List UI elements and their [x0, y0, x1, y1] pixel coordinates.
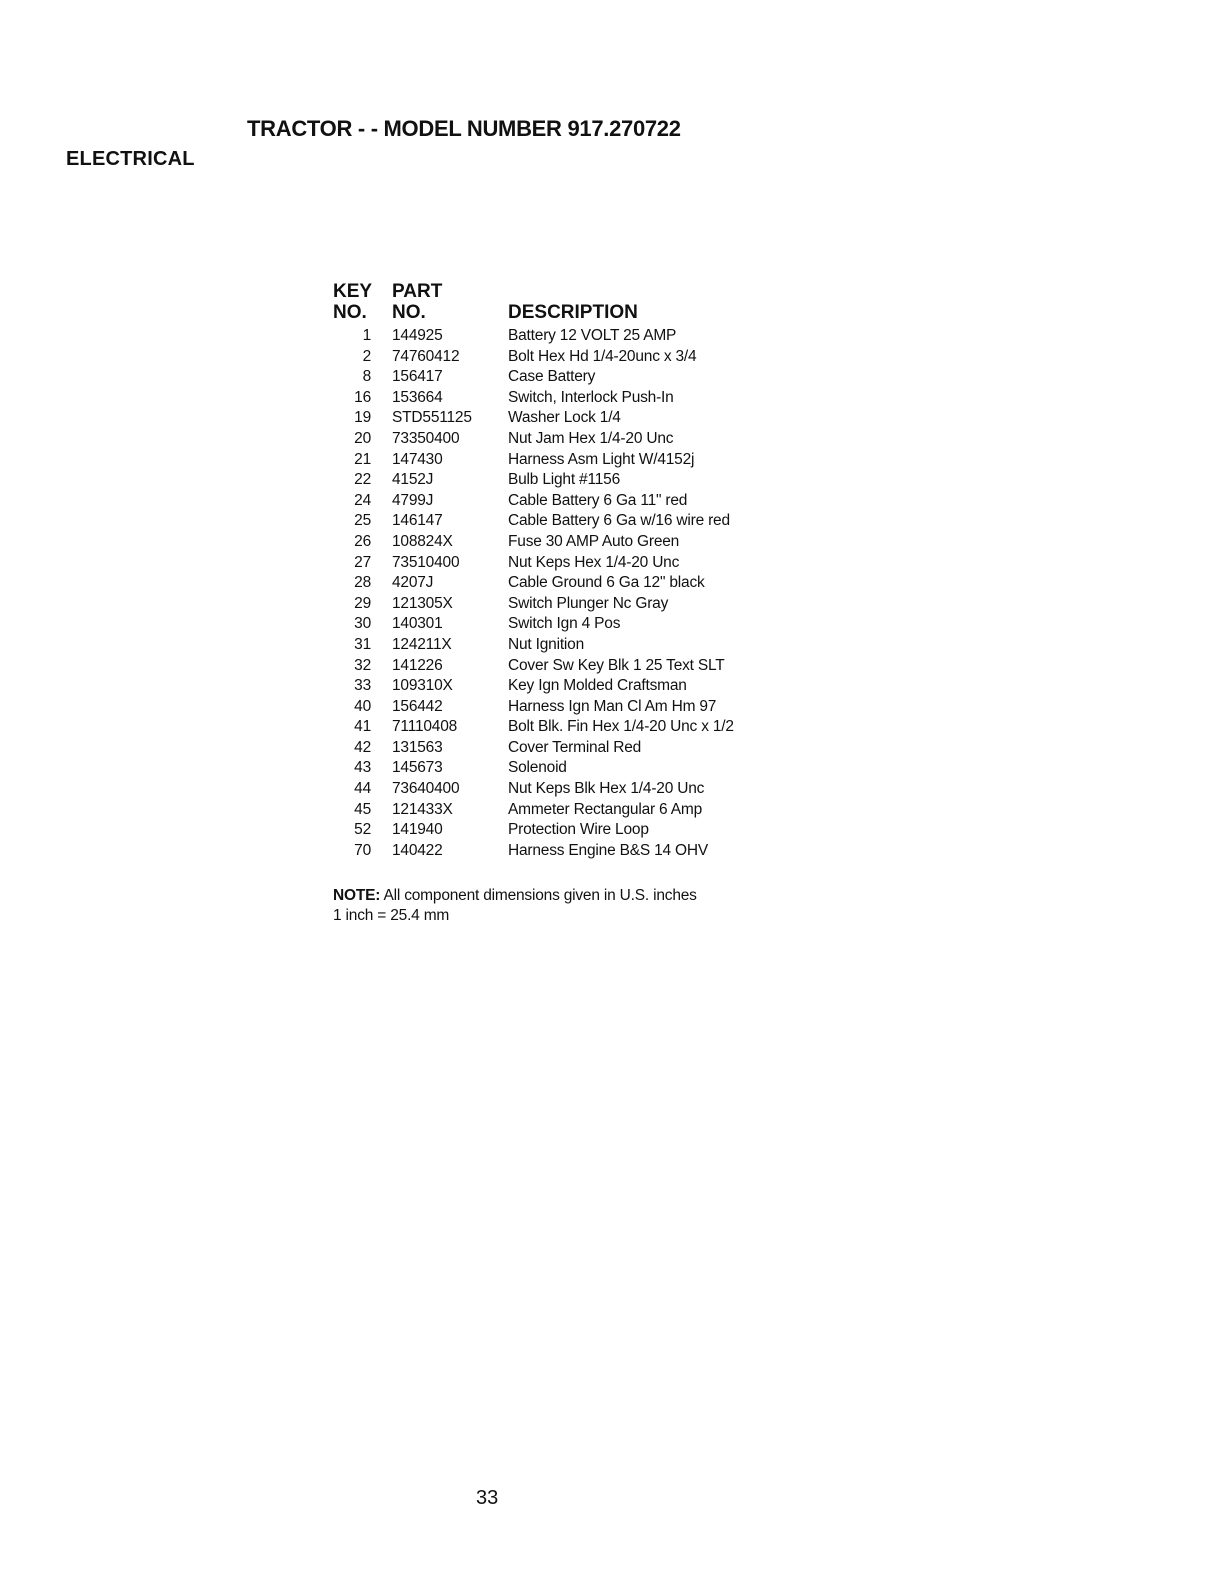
page-number: 33 [476, 1487, 499, 1509]
part-number: 147430 [392, 450, 443, 468]
part-number: 144925 [392, 327, 443, 344]
table-row [333, 511, 734, 532]
table-row [333, 408, 734, 429]
key-number: 8 [362, 368, 371, 386]
section-title: ELECTRICAL [66, 148, 195, 170]
table-row [333, 388, 734, 409]
key-number: 27 [354, 553, 371, 571]
part-number: 73510400 [392, 553, 460, 571]
part-number: 74760412 [392, 347, 460, 365]
note-line [333, 886, 697, 906]
key-number: 42 [354, 738, 371, 756]
part-description: Switch, Interlock Push-In [508, 388, 674, 406]
table-row [333, 800, 734, 821]
part-number: 146147 [392, 512, 443, 530]
part-description: Switch Ign 4 Pos [508, 615, 621, 633]
table-row [333, 573, 734, 594]
key-number: 19 [354, 409, 371, 427]
part-description: Protection Wire Loop [508, 821, 649, 839]
key-number: 29 [354, 594, 371, 612]
part-number: 73640400 [392, 780, 460, 798]
note-label: NOTE: [333, 887, 381, 904]
table-row [333, 491, 734, 512]
header-row-2 [333, 302, 734, 326]
note-text: All component dimensions given in U.S. inches [383, 887, 697, 904]
table-row [333, 347, 734, 368]
part-description: Nut Ignition [508, 635, 585, 653]
part-number: 153664 [392, 388, 443, 406]
table-row [333, 635, 734, 656]
part-description: Cable Battery 6 Ga w/16 wire red [508, 512, 730, 530]
part-header-line1: PART [392, 281, 443, 302]
part-number: 109310X [392, 677, 453, 695]
table-row [333, 717, 734, 738]
part-description: Bolt Hex Hd 1/4-20unc x 3/4 [508, 347, 697, 365]
note [333, 886, 697, 926]
table-row [333, 326, 734, 347]
key-header-line2: NO. [333, 302, 367, 323]
header-row-1 [333, 281, 734, 302]
key-number: 40 [354, 697, 371, 715]
description-header: DESCRIPTION [508, 302, 638, 323]
table-row [333, 697, 734, 718]
table-row [333, 841, 734, 862]
part-number: 156442 [392, 697, 443, 715]
table-row [333, 758, 734, 779]
part-description: Cable Ground 6 Ga 12" black [508, 574, 705, 592]
table-row [333, 594, 734, 615]
part-number: 73350400 [392, 429, 460, 447]
part-description: Harness Asm Light W/4152j [508, 450, 695, 468]
part-number: 4799J [392, 491, 434, 509]
key-number: 21 [354, 450, 371, 468]
table-row [333, 553, 734, 574]
table-row [333, 450, 734, 471]
note-conversion: 1 inch = 25.4 mm [333, 907, 450, 924]
part-description: Solenoid [508, 759, 567, 777]
part-description: Cable Battery 6 Ga 11" red [508, 491, 688, 509]
part-number: 145673 [392, 759, 443, 777]
part-number: 121305X [392, 594, 453, 612]
key-number: 52 [354, 821, 371, 839]
parts-table [333, 281, 734, 861]
part-description: Harness Ign Man Cl Am Hm 97 [508, 697, 717, 715]
part-description: Bulb Light #1156 [508, 471, 620, 489]
part-description: Washer Lock 1/4 [508, 409, 621, 427]
part-number: STD551125 [392, 409, 472, 427]
key-number: 26 [354, 532, 371, 550]
part-description: Battery 12 VOLT 25 AMP [508, 327, 677, 344]
part-description: Fuse 30 AMP Auto Green [508, 532, 680, 550]
part-description: Nut Keps Blk Hex 1/4-20 Unc [508, 780, 705, 798]
table-row [333, 614, 734, 635]
key-number: 16 [354, 388, 371, 406]
key-number: 25 [354, 512, 371, 530]
part-description: Switch Plunger Nc Gray [508, 594, 669, 612]
part-description: Nut Jam Hex 1/4-20 Unc [508, 429, 674, 447]
part-number: 140422 [392, 841, 443, 859]
part-number: 131563 [392, 738, 443, 756]
parts-body [333, 326, 734, 861]
description-header-spacer [508, 281, 734, 302]
key-number: 2 [362, 347, 371, 365]
part-description: Harness Engine B&S 14 OHV [508, 841, 709, 859]
table-row [333, 470, 734, 491]
key-number: 70 [354, 841, 371, 859]
page-title: TRACTOR - - MODEL NUMBER 917.270722 [247, 116, 681, 141]
table-row [333, 738, 734, 759]
key-number: 31 [354, 635, 371, 653]
part-number: 141226 [392, 656, 443, 674]
table-row [333, 676, 734, 697]
part-number: 4207J [392, 574, 434, 592]
key-header-line1: KEY [333, 281, 373, 302]
part-description: Key Ign Molded Craftsman [508, 677, 687, 695]
key-number: 45 [354, 800, 371, 818]
part-description: Nut Keps Hex 1/4-20 Unc [508, 553, 680, 571]
part-number: 124211X [392, 635, 452, 653]
key-number: 1 [362, 327, 371, 344]
table-row [333, 779, 734, 800]
part-description: Cover Sw Key Blk 1 25 Text SLT [508, 656, 725, 674]
table-row [333, 656, 734, 677]
part-number: 108824X [392, 532, 453, 550]
part-number: 156417 [392, 368, 443, 386]
part-description: Cover Terminal Red [508, 738, 642, 756]
key-number: 20 [354, 429, 371, 447]
table-row [333, 820, 734, 841]
key-number: 43 [354, 759, 371, 777]
key-number: 24 [354, 491, 371, 509]
key-number: 44 [354, 780, 371, 798]
key-number: 22 [354, 471, 371, 489]
key-number: 30 [354, 615, 371, 633]
part-header-line2: NO. [392, 302, 426, 323]
part-number: 4152J [392, 471, 434, 489]
part-number: 71110408 [392, 718, 458, 736]
part-number: 121433X [392, 800, 453, 818]
table-row [333, 367, 734, 388]
part-description: Case Battery [508, 368, 596, 386]
key-number: 33 [354, 677, 371, 695]
key-number: 41 [354, 718, 371, 736]
part-number: 141940 [392, 821, 443, 839]
key-number: 32 [354, 656, 371, 674]
table-row [333, 429, 734, 450]
part-number: 140301 [392, 615, 443, 633]
table-row [333, 532, 734, 553]
part-description: Bolt Blk. Fin Hex 1/4-20 Unc x 1/2 [508, 718, 734, 736]
key-number: 28 [354, 574, 371, 592]
part-description: Ammeter Rectangular 6 Amp [508, 800, 703, 818]
